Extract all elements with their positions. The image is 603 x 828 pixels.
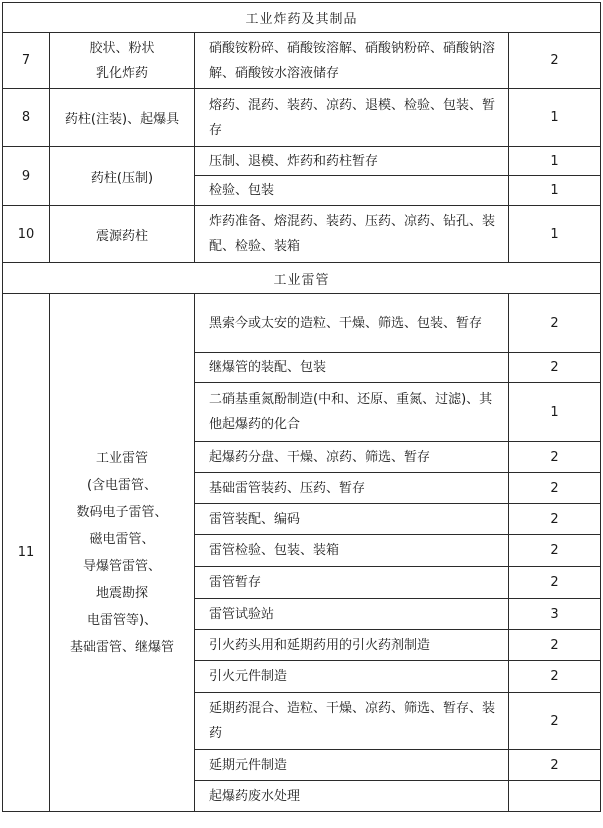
process-cell: 引火药头用和延期药用的引火药剂制造 bbox=[195, 630, 509, 661]
row-number: 11 bbox=[3, 294, 50, 812]
product-name-line: 导爆管雷管、 bbox=[82, 558, 161, 574]
process-cell: 引火元件制造 bbox=[195, 661, 509, 693]
class-value: 3 bbox=[509, 599, 601, 630]
product-name: 震源药柱 bbox=[50, 206, 195, 263]
table-row bbox=[3, 294, 601, 353]
process-cell: 延期药混合、造粒、干燥、凉药、筛选、暂存、装药 bbox=[195, 693, 509, 750]
process-cell: 硝酸铵粉碎、硝酸铵溶解、硝酸钠粉碎、硝酸钠溶解、硝酸铵水溶液储存 bbox=[195, 33, 509, 89]
row-number: 8 bbox=[3, 89, 50, 147]
class-value: 2 bbox=[509, 33, 601, 89]
section-header-row bbox=[3, 263, 601, 294]
row-number: 9 bbox=[3, 147, 50, 206]
product-name bbox=[50, 33, 195, 89]
class-value: 1 bbox=[509, 89, 601, 147]
class-value: 2 bbox=[509, 353, 601, 383]
product-name-line: 胶状、粉状 bbox=[89, 40, 155, 56]
process-cell: 检验、包装 bbox=[195, 176, 509, 206]
process-cell: 炸药准备、熔混药、装药、压药、凉药、钻孔、装配、检验、装箱 bbox=[195, 206, 509, 263]
process-cell: 雷管装配、编码 bbox=[195, 504, 509, 535]
process-cell: 压制、退模、炸药和药柱暂存 bbox=[195, 147, 509, 176]
row-number: 7 bbox=[3, 33, 50, 89]
process-cell: 雷管试验站 bbox=[195, 599, 509, 630]
product-name bbox=[50, 294, 195, 812]
hazard-classification-table bbox=[2, 2, 601, 812]
process-cell: 熔药、混药、装药、凉药、退模、检验、包装、暂存 bbox=[195, 89, 509, 147]
process-cell: 雷管检验、包装、装箱 bbox=[195, 535, 509, 567]
class-value: 1 bbox=[509, 176, 601, 206]
table-row bbox=[3, 89, 601, 147]
class-value: 1 bbox=[509, 383, 601, 442]
section-header-row bbox=[3, 3, 601, 33]
table-row bbox=[3, 147, 601, 176]
product-name-line: 地震勘探 bbox=[95, 585, 148, 601]
class-value: 2 bbox=[509, 442, 601, 473]
process-cell: 起爆药废水处理 bbox=[195, 781, 509, 812]
process-cell: 二硝基重氮酚制造(中和、还原、重氮、过滤)、其他起爆药的化合 bbox=[195, 383, 509, 442]
class-value: 1 bbox=[509, 147, 601, 176]
class-value: 2 bbox=[509, 750, 601, 781]
section-title: 工业炸药及其制品 bbox=[3, 3, 601, 33]
class-value: 2 bbox=[509, 294, 601, 353]
product-name: 药柱(压制) bbox=[50, 147, 195, 206]
product-name-line: 基础雷管、继爆管 bbox=[69, 639, 174, 655]
class-value: 1 bbox=[509, 206, 601, 263]
table-row bbox=[3, 33, 601, 89]
process-cell: 起爆药分盘、干燥、凉药、筛选、暂存 bbox=[195, 442, 509, 473]
class-value: 2 bbox=[509, 473, 601, 504]
process-cell: 基础雷管装药、压药、暂存 bbox=[195, 473, 509, 504]
class-value: 2 bbox=[509, 567, 601, 599]
product-name-line: 电雷管等)、 bbox=[86, 612, 158, 628]
product-name: 药柱(注装)、起爆具 bbox=[50, 89, 195, 147]
process-cell: 延期元件制造 bbox=[195, 750, 509, 781]
class-value: 2 bbox=[509, 630, 601, 661]
process-cell: 雷管暂存 bbox=[195, 567, 509, 599]
class-value: 2 bbox=[509, 661, 601, 693]
process-cell: 黑索今或太安的造粒、干燥、筛选、包装、暂存 bbox=[195, 294, 509, 353]
row-number: 10 bbox=[3, 206, 50, 263]
process-cell: 继爆管的装配、包装 bbox=[195, 353, 509, 383]
product-name-line: 工业雷管 bbox=[95, 450, 148, 466]
product-name-line: 数码电子雷管、 bbox=[76, 504, 168, 520]
table-row bbox=[3, 206, 601, 263]
class-value bbox=[509, 781, 601, 812]
product-name-line: 乳化炸药 bbox=[95, 65, 148, 81]
product-name-line: (含电雷管、 bbox=[86, 477, 158, 493]
class-value: 2 bbox=[509, 535, 601, 567]
class-value: 2 bbox=[509, 504, 601, 535]
section-title: 工业雷管 bbox=[3, 263, 601, 294]
class-value: 2 bbox=[509, 693, 601, 750]
product-name-line: 磁电雷管、 bbox=[89, 531, 155, 547]
